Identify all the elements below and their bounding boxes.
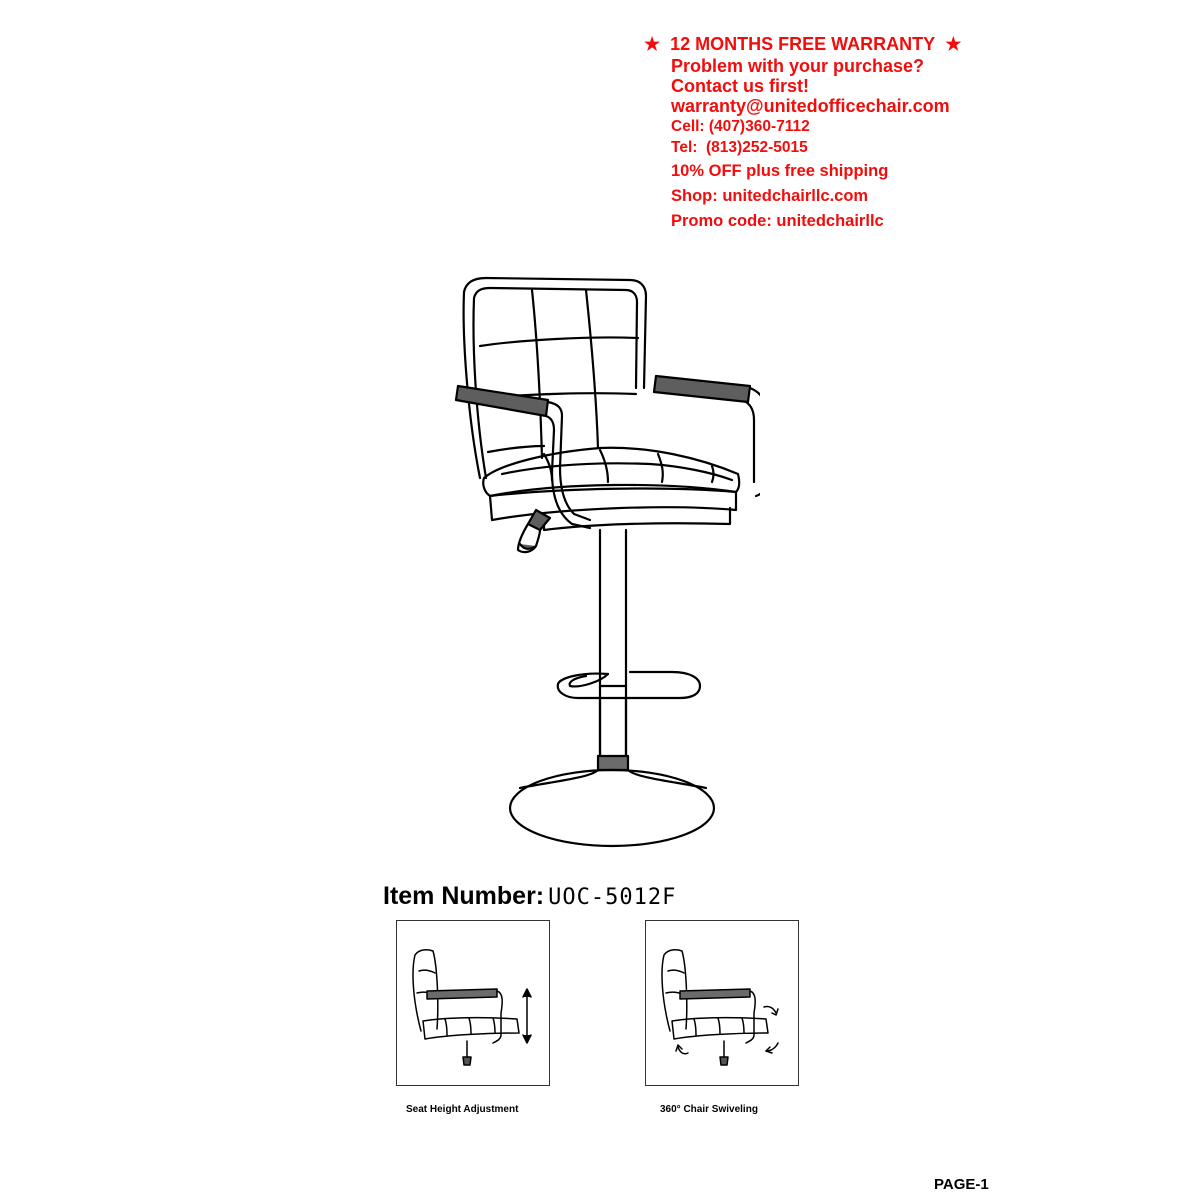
seat-height-chair-icon (397, 921, 551, 1087)
contact-text: Contact us first! (671, 76, 810, 96)
item-number-label: Item Number: (383, 882, 545, 910)
problem-text: Problem with your purchase? (671, 56, 925, 76)
warranty-headline-row (644, 32, 1164, 56)
warranty-block (644, 32, 1164, 233)
warranty-email: warranty@unitedofficechair.com (671, 96, 950, 116)
rotation-arrows-icon (676, 1006, 778, 1053)
swivel-chair-icon (646, 921, 800, 1087)
bar-stool-drawing (440, 268, 760, 860)
shop-url: Shop: unitedchairllc.com (671, 187, 869, 205)
item-code: UOC-5012F (548, 885, 677, 910)
cell-phone: Cell: (407)360-7112 (671, 118, 810, 135)
star-icon: ★ (644, 34, 661, 54)
tel-phone: Tel: (813)252-5015 (671, 139, 808, 156)
star-icon: ★ (945, 34, 962, 54)
feature-panel-swivel (645, 920, 799, 1086)
page-number: PAGE-1 (934, 1176, 989, 1193)
promo-code: Promo code: unitedchairllc (671, 212, 884, 230)
discount-text: 10% OFF plus free shipping (671, 162, 889, 180)
caption-swivel: 360° Chair Swiveling (660, 1104, 758, 1115)
caption-seat-height: Seat Height Adjustment (406, 1104, 519, 1115)
item-number (383, 882, 676, 911)
vertical-arrow-icon (523, 989, 531, 1043)
feature-panel-height (396, 920, 550, 1086)
warranty-headline: 12 MONTHS FREE WARRANTY (670, 34, 936, 54)
